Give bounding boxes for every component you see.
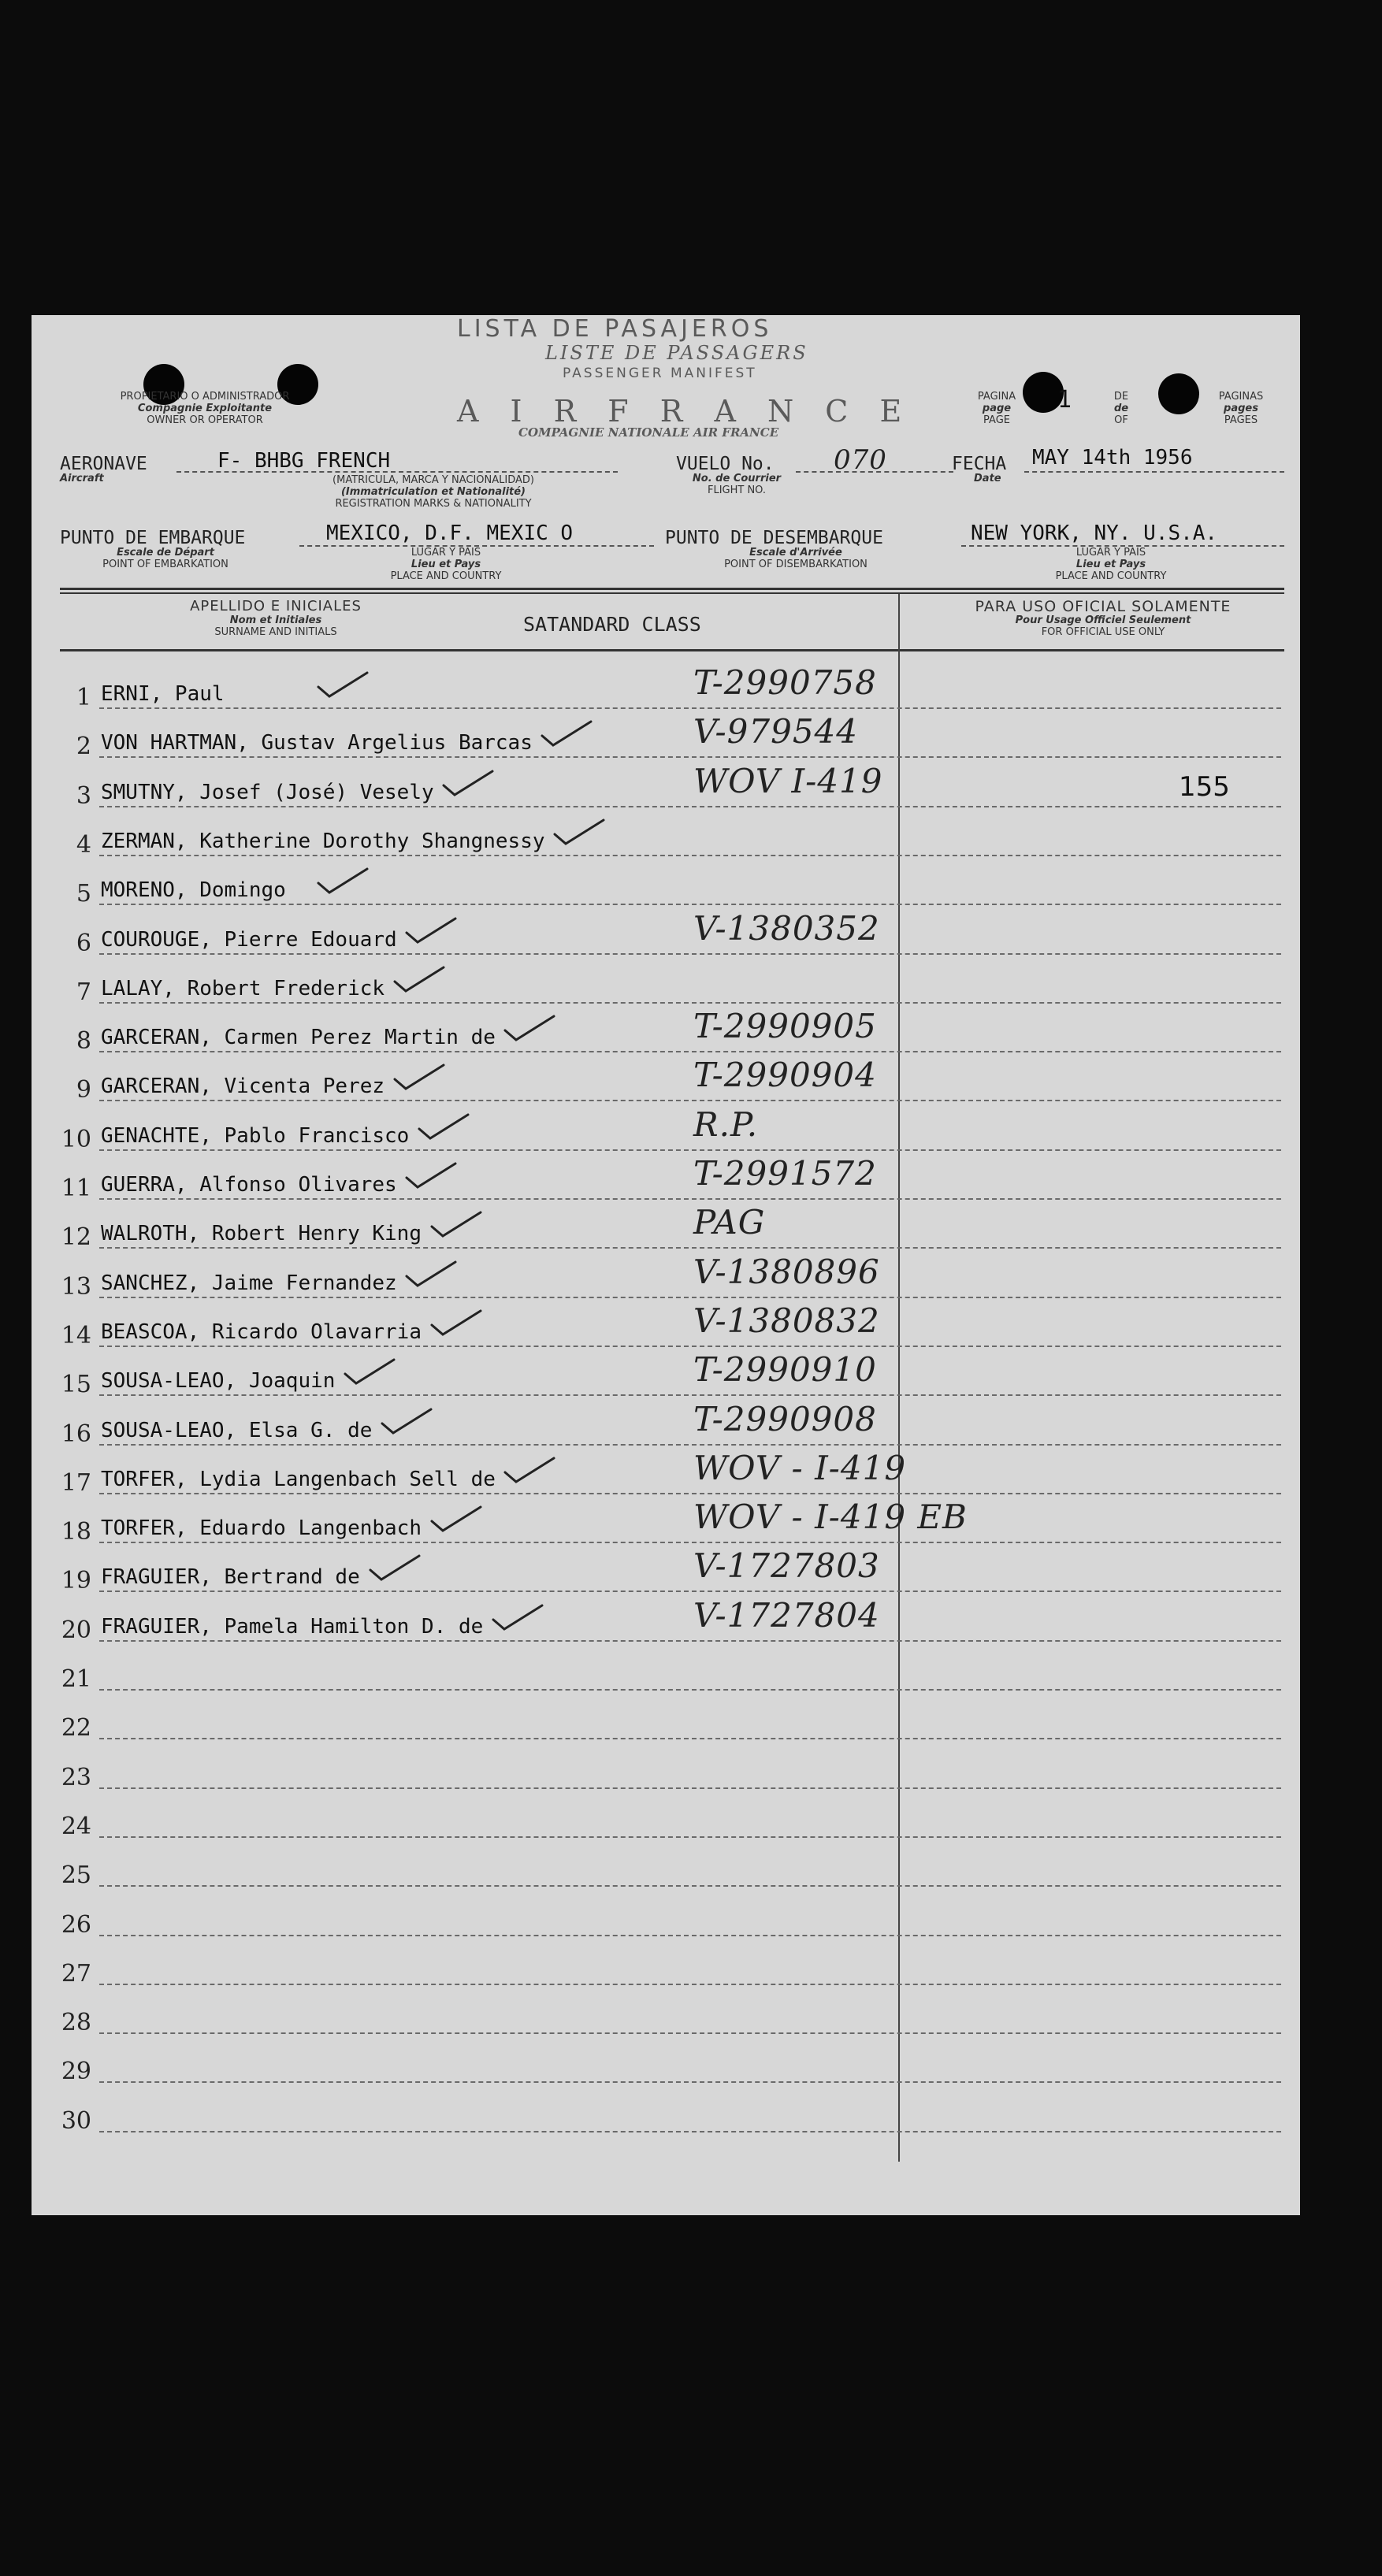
row-rule: [99, 1247, 1281, 1249]
row-rule: [99, 1885, 1281, 1887]
row-number: 3: [76, 782, 91, 810]
row-rule: [99, 855, 1281, 856]
disembark-place-note: LUGAR Y PAIS Lieu et Pays PLACE AND COUNTRY: [1055, 547, 1167, 582]
row-rule: [99, 1100, 1281, 1101]
row-number: 7: [76, 978, 91, 1006]
manifest-sheet: [32, 315, 1300, 2215]
check-mark-icon: [440, 768, 496, 800]
registration-note: (MATRICULA, MARCA Y NACIONALIDAD) (Immatriculation et Nationalité) REGISTRATION MARKS & NATIONALITY: [332, 474, 534, 510]
passenger-name: GARCERAN, Vicenta Perez: [101, 1075, 385, 1098]
passport-number: PAG: [693, 1203, 766, 1242]
check-mark-icon: [502, 1013, 557, 1045]
row-number: 25: [61, 1861, 91, 1889]
check-mark-icon: [403, 1160, 459, 1192]
passenger-name: ERNI, Paul: [101, 682, 225, 706]
row-number: 9: [76, 1076, 91, 1104]
row-number: 17: [61, 1469, 91, 1497]
row-rule: [99, 904, 1281, 905]
row-rule: [99, 1689, 1281, 1691]
check-mark-icon: [315, 670, 370, 701]
row-number: 5: [76, 880, 91, 908]
check-mark-icon: [539, 718, 594, 750]
row-rule: [99, 1542, 1281, 1543]
column-header-rule: [60, 649, 1284, 651]
row-number: 22: [61, 1714, 91, 1742]
passport-number: V-1727803: [693, 1546, 880, 1585]
passenger-name: BEASCOA, Ricardo Olavarria: [101, 1320, 422, 1344]
row-number: 14: [61, 1322, 91, 1349]
passenger-name: MORENO, Domingo: [101, 878, 286, 902]
row-rule: [99, 1346, 1281, 1347]
row-rule: [99, 1394, 1281, 1396]
row-number: 10: [61, 1126, 91, 1153]
row-number: 29: [61, 2058, 91, 2085]
passport-number: T-2990758: [693, 663, 877, 702]
row-rule: [99, 1493, 1281, 1494]
row-rule: [99, 806, 1281, 807]
name-column-header: APELLIDO E INICIALES Nom et Initiales SURNAME AND INITIALS: [190, 598, 362, 638]
row-number: 13: [61, 1273, 91, 1301]
passport-number: V-1380832: [693, 1301, 880, 1340]
official-use-header: PARA USO OFICIAL SOLAMENTE Pour Usage Officiel Seulement FOR OFFICIAL USE ONLY: [975, 598, 1232, 638]
row-rule: [99, 1984, 1281, 1985]
passenger-name: LALAY, Robert Frederick: [101, 977, 385, 1000]
row-rule: [99, 756, 1281, 758]
passport-number: T-2990905: [693, 1007, 877, 1045]
embark-label: PUNTO DE EMBARQUE: [60, 528, 246, 548]
row-rule: [99, 1640, 1281, 1642]
passport-number: WOV - I-419: [693, 1449, 907, 1487]
passport-number: WOV I-419: [693, 762, 883, 800]
punch-hole: [1158, 373, 1199, 414]
page-number: 1: [1057, 386, 1072, 414]
embark-place-note: LUGAR Y PAIS Lieu et Pays PLACE AND COUNTRY: [390, 547, 502, 582]
row-number: 19: [61, 1567, 91, 1594]
row-rule: [99, 1198, 1281, 1200]
pages-label: PAGINAS pages PAGES: [1218, 391, 1264, 426]
passenger-name: SOUSA-LEAO, Joaquin: [101, 1369, 336, 1393]
passport-number: T-2991572: [693, 1154, 877, 1193]
row-number: 18: [61, 1518, 91, 1546]
header-rule: [60, 592, 1284, 594]
row-rule: [99, 1051, 1281, 1052]
check-mark-icon: [342, 1357, 397, 1388]
passenger-name: GUERRA, Alfonso Olivares: [101, 1173, 397, 1197]
row-number: 4: [76, 831, 91, 859]
passenger-name: WALROTH, Robert Henry King: [101, 1222, 422, 1245]
passenger-name: COUROUGE, Pierre Edouard: [101, 928, 397, 952]
passenger-name: VON HARTMAN, Gustav Argelius Barcas: [101, 731, 533, 755]
row-rule: [99, 1787, 1281, 1789]
embark-value: MEXICO, D.F. MEXIC O: [326, 522, 574, 545]
row-rule: [99, 953, 1281, 955]
embark-label-sub: Escale de Départ POINT OF EMBARKATION: [102, 547, 228, 570]
date-value: MAY 14th 1956: [1032, 446, 1193, 470]
passenger-name: ZERMAN, Katherine Dorothy Shangnessy: [101, 830, 545, 853]
passenger-name: GENACHTE, Pablo Francisco: [101, 1124, 410, 1148]
passenger-name: SMUTNY, Josef (José) Vesely: [101, 781, 434, 804]
page-label: PAGINA page PAGE: [977, 391, 1016, 426]
passenger-name: GARCERAN, Carmen Perez Martin de: [101, 1026, 496, 1049]
row-number: 15: [61, 1371, 91, 1398]
row-rule: [99, 707, 1281, 709]
row-number: 23: [61, 1764, 91, 1791]
aircraft-value: F- BHBG FRENCH: [217, 449, 391, 473]
passport-number: R.P.: [693, 1105, 759, 1144]
official-use-value: 155: [1179, 771, 1230, 803]
passenger-name: FRAGUIER, Bertrand de: [101, 1565, 360, 1589]
date-label: FECHA: [952, 454, 1007, 474]
row-rule: [99, 2032, 1281, 2034]
column-divider: [898, 594, 900, 2162]
row-number: 20: [61, 1616, 91, 1644]
row-number: 27: [61, 1960, 91, 1988]
check-mark-icon: [367, 1553, 422, 1584]
passport-number: WOV - I-419 EB: [693, 1498, 968, 1536]
class-label: SATANDARD CLASS: [523, 613, 701, 636]
row-number: 21: [61, 1665, 91, 1693]
flight-number: 070: [834, 444, 887, 476]
passport-number: T-2990910: [693, 1350, 877, 1389]
row-number: 12: [61, 1223, 91, 1251]
row-number: 24: [61, 1813, 91, 1840]
row-rule: [99, 1149, 1281, 1151]
passport-number: T-2990904: [693, 1056, 877, 1094]
check-mark-icon: [392, 964, 447, 996]
flight-label-sub: No. de Courrier FLIGHT NO.: [692, 473, 782, 496]
passport-number: V-1380896: [693, 1253, 880, 1291]
airline-subtitle: COMPAGNIE NATIONALE AIR FRANCE: [518, 425, 779, 440]
row-number: 30: [61, 2107, 91, 2135]
airline-name: A I R F R A N C E: [457, 394, 913, 429]
row-rule: [99, 1738, 1281, 1739]
check-mark-icon: [502, 1455, 557, 1487]
passenger-name: TORFER, Lydia Langenbach Sell de: [101, 1468, 496, 1491]
row-number: 8: [76, 1027, 91, 1055]
row-rule: [99, 1002, 1281, 1004]
date-label-sub: Date: [974, 473, 1001, 484]
check-mark-icon: [552, 817, 607, 848]
passport-number: V-1380352: [693, 909, 880, 948]
check-mark-icon: [403, 1259, 459, 1290]
row-rule: [99, 1444, 1281, 1446]
check-mark-icon: [490, 1602, 545, 1634]
check-mark-icon: [315, 866, 370, 897]
passenger-name: FRAGUIER, Pamela Hamilton D. de: [101, 1615, 484, 1639]
row-rule: [99, 1297, 1281, 1298]
row-rule: [99, 1836, 1281, 1838]
title-es: LISTA DE PASAJEROS: [457, 315, 773, 343]
passenger-name: TORFER, Eduardo Langenbach: [101, 1516, 422, 1540]
disembark-label: PUNTO DE DESEMBARQUE: [665, 528, 883, 548]
check-mark-icon: [392, 1062, 447, 1093]
row-number: 26: [61, 1911, 91, 1939]
passport-number: V-1727804: [693, 1596, 880, 1635]
disembark-label-sub: Escale d'Arrivée POINT OF DISEMBARKATION: [724, 547, 867, 570]
check-mark-icon: [429, 1504, 484, 1535]
check-mark-icon: [403, 915, 459, 947]
row-number: 2: [76, 733, 91, 760]
flight-label: VUELO No.: [676, 454, 775, 474]
row-rule: [99, 2081, 1281, 2083]
header-rule: [60, 588, 1284, 590]
check-mark-icon: [429, 1209, 484, 1241]
aircraft-label: AERONAVE: [60, 454, 147, 474]
row-number: 1: [76, 684, 91, 711]
aircraft-label-sub: Aircraft: [60, 473, 104, 484]
row-rule: [99, 2131, 1281, 2132]
check-mark-icon: [416, 1112, 471, 1143]
row-rule: [99, 1591, 1281, 1592]
faint-footer-mark: [102, 2190, 106, 2203]
row-number: 11: [61, 1175, 91, 1202]
of-label: DE de OF: [1113, 391, 1129, 426]
row-number: 6: [76, 930, 91, 957]
owner-label: PROPIETARIO O ADMINISTRADOR Compagnie Exploitante OWNER OR OPERATOR: [120, 391, 290, 426]
check-mark-icon: [429, 1308, 484, 1339]
check-mark-icon: [379, 1406, 434, 1438]
passenger-name: SOUSA-LEAO, Elsa G. de: [101, 1419, 373, 1442]
passport-number: T-2990908: [693, 1400, 877, 1438]
row-number: 28: [61, 2009, 91, 2036]
title-fr: LISTE DE PASSAGERS: [545, 342, 808, 364]
disembark-value: NEW YORK, NY. U.S.A.: [971, 522, 1218, 545]
title-en: PASSENGER MANIFEST: [563, 366, 757, 381]
passport-number: V-979544: [693, 712, 858, 751]
passenger-name: SANCHEZ, Jaime Fernandez: [101, 1271, 397, 1295]
row-number: 16: [61, 1420, 91, 1448]
row-rule: [99, 1935, 1281, 1936]
